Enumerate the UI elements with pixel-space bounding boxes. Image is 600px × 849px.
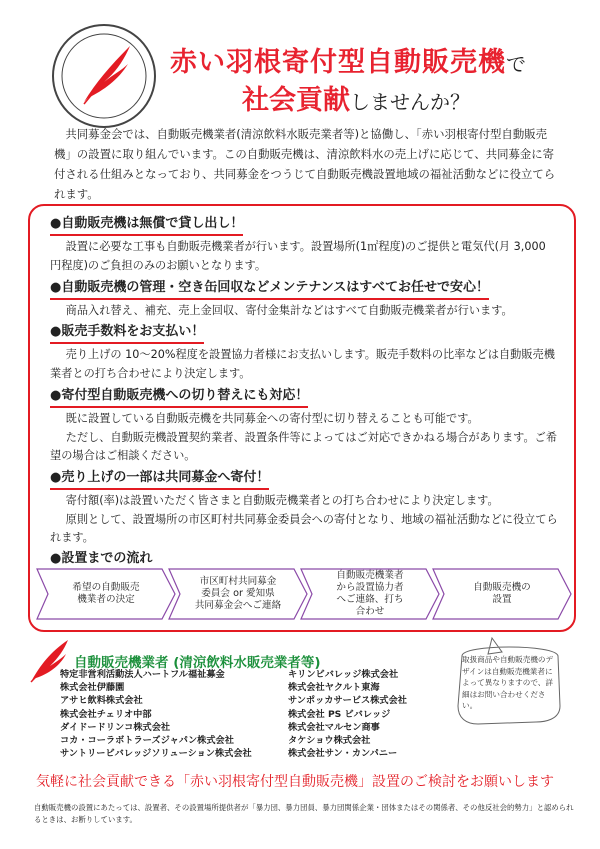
red-feather-seal-logo (52, 24, 156, 128)
section-body: 寄付額(率)は設置いただく皆さまと自動販売機業者との打ち合わせにより決定します。 (65, 494, 499, 507)
list-item: 株式会社チェリオ中部 (60, 708, 152, 720)
section-heading: ●自動販売機は無償で貸し出し！ (50, 215, 243, 236)
flow-step-label: 自動販売機業者 から設置協力者 へご連絡、打ち 合わせ (336, 570, 404, 617)
section-body: 原則として、設置場所の市区町村共同募金委員会への寄付となり、地域の福祉活動などに役立てられます。 (50, 512, 558, 544)
flow-step-label: 市区町村共同募金 委員会 or 愛知県 共同募金会へご連絡 (194, 576, 282, 611)
footnote: 自動販売機の設置にあたっては、設置者、その設置場所提供者が「暴力団、暴力団員、暴力団関係企業・団体またはその関係者、その他反社会的勢力」と認められるときは、お断りしています。 (34, 803, 574, 824)
section-heading: ●売り上げの一部は共同募金へ寄付！ (50, 469, 269, 490)
setup-flow (36, 568, 572, 620)
list-item: 株式会社ヤクルト東海 (288, 682, 380, 694)
flow-step-label: 希望の自動販売 機業者の決定 (72, 582, 140, 605)
flow-step (432, 568, 572, 620)
list-item: キリンビバレッジ株式会社 (288, 669, 399, 680)
list-item: タケショウ株式会社 (288, 735, 371, 747)
list-item: 特定非営利活動法人ハートフル福祉募金 (60, 669, 225, 680)
list-item: ダイドードリンコ株式会社 (60, 721, 171, 733)
section-heading: ●販売手数料をお支払い！ (50, 323, 204, 344)
section-body: 設置に必要な工事も自動販売機業者が行います。設置場所(1㎡程度)のご提供と電気代(月 3,000 円程度)のご負担のみのお願いとなります。 (50, 240, 546, 272)
flow-step-label: 自動販売機の 設置 (473, 582, 531, 605)
flow-step (36, 568, 176, 620)
list-item: 株式会社伊藤園 (60, 682, 125, 694)
section-body: 売り上げの 10～20%程度を設置協力者様にお支払いします。販売手数料の比率などは自動販売機業者との打ち合わせにより決定します。 (50, 348, 555, 380)
page-title-line2: 社会貢献しませんか？ (242, 85, 470, 116)
flow-step (300, 568, 440, 620)
section-heading: ●寄付型自動販売機への切り替えにも対応！ (50, 387, 308, 408)
section-switch (50, 384, 560, 466)
bubble-note: 取扱商品や自動販売機のデザインは自動販売機業者によって異なりますので、詳細はお問い合わせください。 (462, 655, 554, 711)
section-body: ただし、自動販売機設置契約業者、設置条件等によってはご対応できかねる場合があります。ご希望の場合はご相談ください。 (50, 430, 558, 462)
section-heading: ●設置までの流れ (50, 550, 152, 571)
section-free-loan (50, 212, 560, 275)
section-heading: ●自動販売機の管理・空き缶回収などメンテナンスはすべてお任せで安心！ (50, 279, 489, 300)
page-title-line1: 赤い羽根寄付型自動販売機で (170, 47, 527, 78)
vendor-list-right (288, 668, 407, 760)
section-body: 既に設置している自動販売機を共同募金への寄付型に切り替えることも可能です。 (65, 412, 479, 425)
vendor-section-title: 自動販売機業者 (清涼飲料水販売業者等) (74, 655, 321, 671)
list-item: サントリービバレッジソリューション株式会社 (60, 748, 252, 760)
list-item: 株式会社マルセン商事 (288, 721, 380, 733)
vendor-list-left (60, 668, 252, 760)
list-item: 株式会社 PS ビバレッジ (288, 708, 391, 720)
section-body: 商品入れ替え、補充、売上金回収、寄付金集計などはすべて自動販売機業者が行います。 (65, 304, 513, 317)
section-commission (50, 320, 560, 383)
section-maintenance (50, 276, 560, 321)
list-item: 株式会社サン・カンパニー (288, 748, 398, 760)
list-item: コカ・コーラボトラーズジャパン株式会社 (60, 735, 234, 747)
closing-appeal: 気軽に社会貢献できる「赤い羽根寄付型自動販売機」設置のご検討をお願いします (36, 774, 554, 790)
list-item: アサヒ飲料株式会社 (60, 695, 143, 707)
list-item: サンポッカサービス株式会社 (288, 695, 407, 707)
section-donation (50, 466, 560, 548)
intro-paragraph: 共同募金会では、自動販売機業者(清涼飲料水販売業者等)と協働し、「赤い羽根寄付型自動販売機」の設置に取り組んでいます。この自動販売機は、清涼飲料水の売上げに応じて、共同募金に寄付される仕組みとなっており、共同募金をつうじて自動販売機設置地域の福祉活動などに役立てられます。 (54, 127, 556, 201)
flow-step (168, 568, 308, 620)
